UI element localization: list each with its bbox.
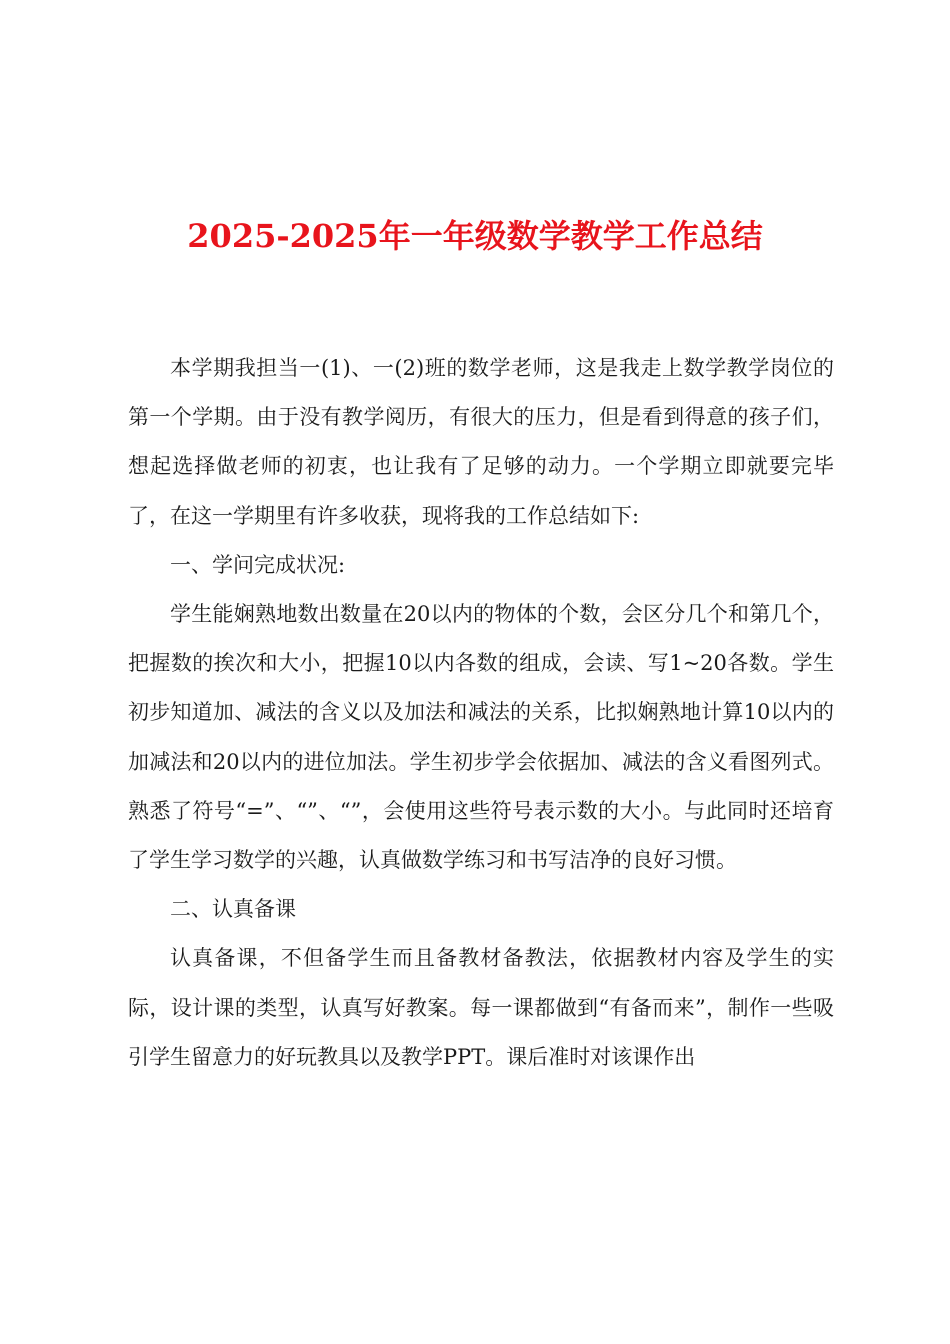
document-title: 2025-2025年一年级数学教学工作总结 (187, 217, 763, 255)
paragraph-preparation: 认真备课，不但备学生而且备教材备教法，依据教材内容及学生的实际，设计课的类型，认真写好教案。每一课都做到“有备而来”，制作一些吸引学生留意力的好玩教具以及教学PPT。课后准时对该课作出 (128, 946, 834, 1069)
paragraph-knowledge: 学生能娴熟地数出数量在20以内的物体的个数，会区分几个和第几个，把握数的挨次和大小，把握10以内各数的组成，会读、写1~20各数。学生初步知道加、减法的含义以及加法和减法的关系，比拟娴熟地计算10以内的加减法和20以内的进位加法。学生初步学会依据加、减法的含义看图列式。熟悉了符号“=”、“”、“”，会使用这些符号表示数的大小。与此同时还培育了学生学习数学的兴趣，认真做数学练习和书写洁净的良好习惯。 (128, 602, 834, 873)
section-heading-2: 二、认真备课 (170, 897, 296, 922)
document-body (128, 344, 834, 1082)
paragraph-intro: 本学期我担当一(1)、一(2)班的数学老师，这是我走上数学教学岗位的第一个学期。由于没有教学阅历，有很大的压力，但是看到得意的孩子们，想起选择做老师的初衷，也让我有了足够的动力。一个学期立即就要完毕了，在这一学期里有许多收获，现将我的工作总结如下: (128, 356, 834, 528)
section-heading-1: 一、学问完成状况: (170, 552, 346, 577)
